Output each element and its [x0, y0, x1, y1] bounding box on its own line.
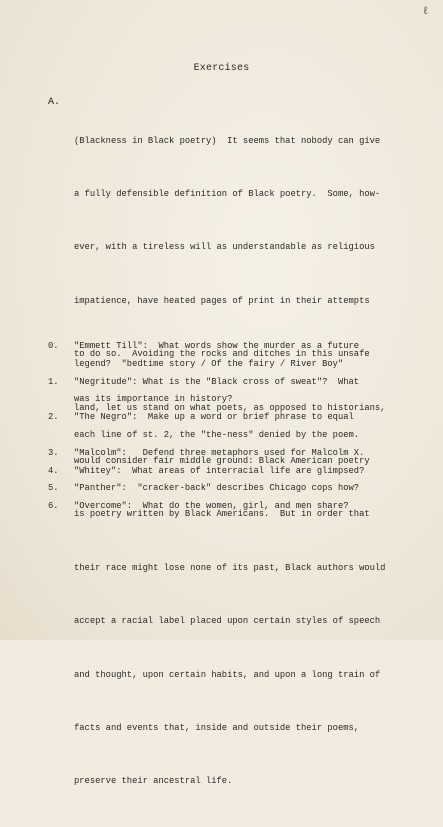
handwritten-mark: ℓ: [422, 6, 429, 18]
question-line: "Overcome": What do the women, girl, and men share?: [74, 501, 349, 512]
question-line: each line of st. 2, the "the-ness" denied by the poem.: [74, 429, 360, 440]
paragraph-line: is poetry written by Black Americans. But in order that: [74, 509, 370, 520]
question-number: 3.: [48, 447, 59, 458]
question-number: 6.: [48, 501, 59, 512]
question-line: "Whitey": What areas of interracial life are glimpsed?: [74, 465, 365, 476]
question-line: "Emmett Till": What words show the murder as a future: [74, 341, 360, 351]
paragraph-line: (Blackness in Black poetry) It seems that nobody can give: [74, 135, 381, 146]
paragraph-line: preserve their ancestral life.: [74, 776, 233, 787]
question-number: 1.: [48, 376, 59, 387]
paragraph-line: land, let us stand on what poets, as opposed to historians,: [74, 402, 386, 413]
question-number: 4.: [48, 465, 59, 476]
paragraph-line: their race might lose none of its past, Black authors would: [74, 562, 386, 573]
question-line: "The Negro": Make up a word or brief phrase to equal: [74, 412, 354, 423]
paragraph-line: and thought, upon certain habits, and upon a long train of: [74, 669, 381, 680]
paragraph-line: to do so. Avoiding the rocks and ditches in this unsafe: [74, 349, 370, 360]
question-line: "Panther": "cracker-back" describes Chicago cops how?: [74, 483, 360, 494]
paragraph-line: facts and events that, inside and outside their poems,: [74, 722, 360, 733]
paragraph-line: impatience, have heated pages of print in their attempts: [74, 295, 370, 306]
question-number: 2.: [48, 412, 59, 423]
question-line: "Malcolm": Defend three metaphors used for Malcolm X.: [74, 447, 365, 458]
paragraph-line: ever, with a tireless will as understandable as religious: [74, 242, 375, 253]
question-number: 5.: [48, 483, 59, 494]
paragraph-line: would consider fair middle ground: Black American poetry: [74, 455, 370, 466]
question-number: 0.: [48, 341, 59, 351]
question-line: was its importance in history?: [74, 394, 233, 405]
page-title: Exercises: [193, 63, 250, 74]
paragraph-line: accept a racial label placed upon certain styles of speech: [74, 616, 381, 627]
section-a-label: A.: [48, 97, 61, 108]
paragraph-line: a fully defensible definition of Black poetry. Some, how-: [74, 188, 381, 199]
question-line: "Negritude": What is the "Black cross of sweat"? What: [74, 376, 360, 387]
question-line: legend? "bedtime story / Of the fairy / River Boy": [74, 358, 344, 369]
